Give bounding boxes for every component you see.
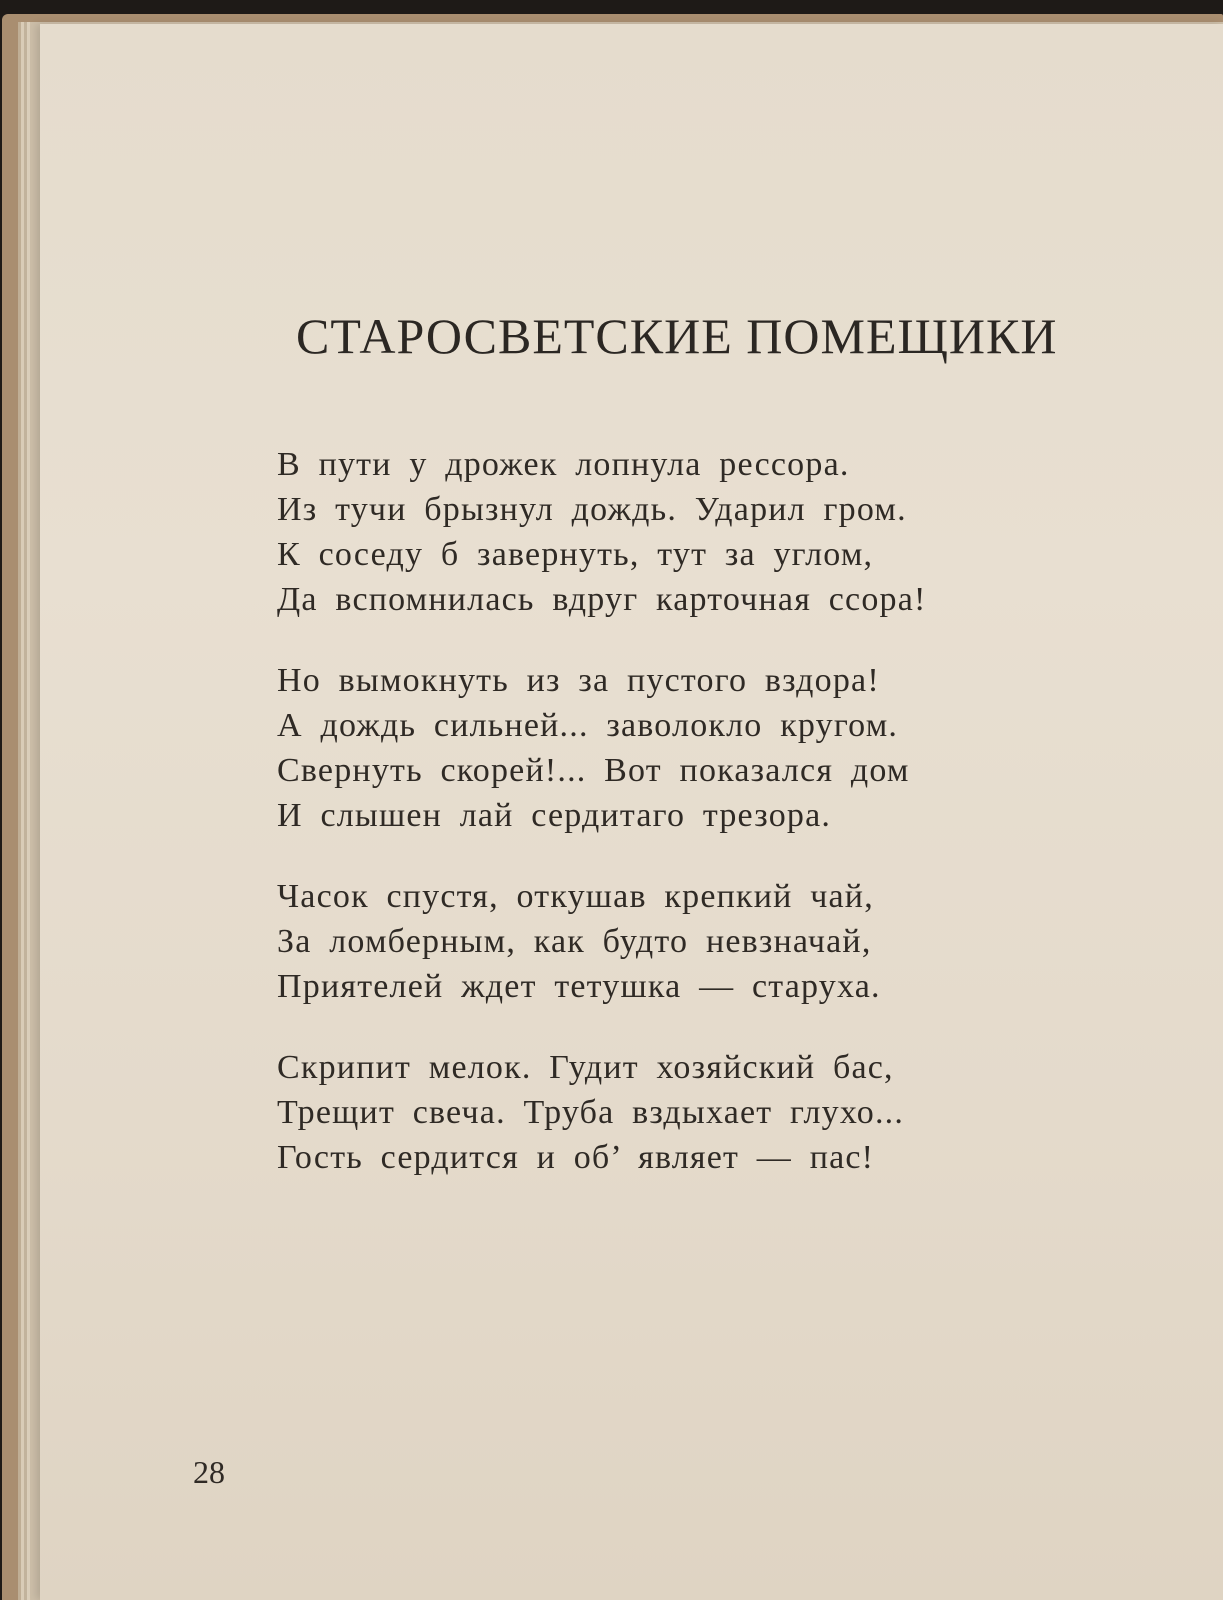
poem-line: Свернуть скорей!... Вот показался дом bbox=[277, 752, 910, 789]
poem-line: Да вспомнилась вдруг карточная ссора! bbox=[277, 581, 927, 618]
poem-line: Часок спустя, откушав крепкий чай, bbox=[277, 878, 874, 915]
poem-title: СТАРОСВЕТСКИЕ ПОМЕЩИКИ bbox=[296, 308, 1058, 364]
poem-body bbox=[277, 442, 997, 1180]
poem-line: И слышен лай сердитаго трезора. bbox=[277, 797, 832, 834]
stanza-3 bbox=[277, 874, 997, 1009]
poem-line: В пути у дрожек лопнула рессора. bbox=[277, 446, 850, 483]
poem-line: К соседу б завернуть, тут за углом, bbox=[277, 536, 874, 573]
stanza-4 bbox=[277, 1045, 997, 1180]
poem-line: Скрипит мелок. Гудит хозяйский бас, bbox=[277, 1049, 894, 1086]
poem-line: Трещит свеча. Труба вздыхает глухо... bbox=[277, 1094, 905, 1131]
poem-line: Но вымокнуть из за пустого вздора! bbox=[277, 662, 880, 699]
stanza-1 bbox=[277, 442, 997, 622]
poem-line: А дождь сильней... заволокло кругом. bbox=[277, 707, 899, 744]
page-number: 28 bbox=[193, 1454, 225, 1490]
poem-line: Приятелей ждет тетушка — старуха. bbox=[277, 968, 881, 1005]
book-page bbox=[40, 24, 1223, 1600]
stanza-2 bbox=[277, 658, 997, 838]
poem-line: Из тучи брызнул дождь. Ударил гром. bbox=[277, 491, 907, 528]
poem-line: Гость сердится и об’ являет — пас! bbox=[277, 1139, 875, 1176]
poem-line: За ломберным, как будто невзначай, bbox=[277, 923, 872, 960]
